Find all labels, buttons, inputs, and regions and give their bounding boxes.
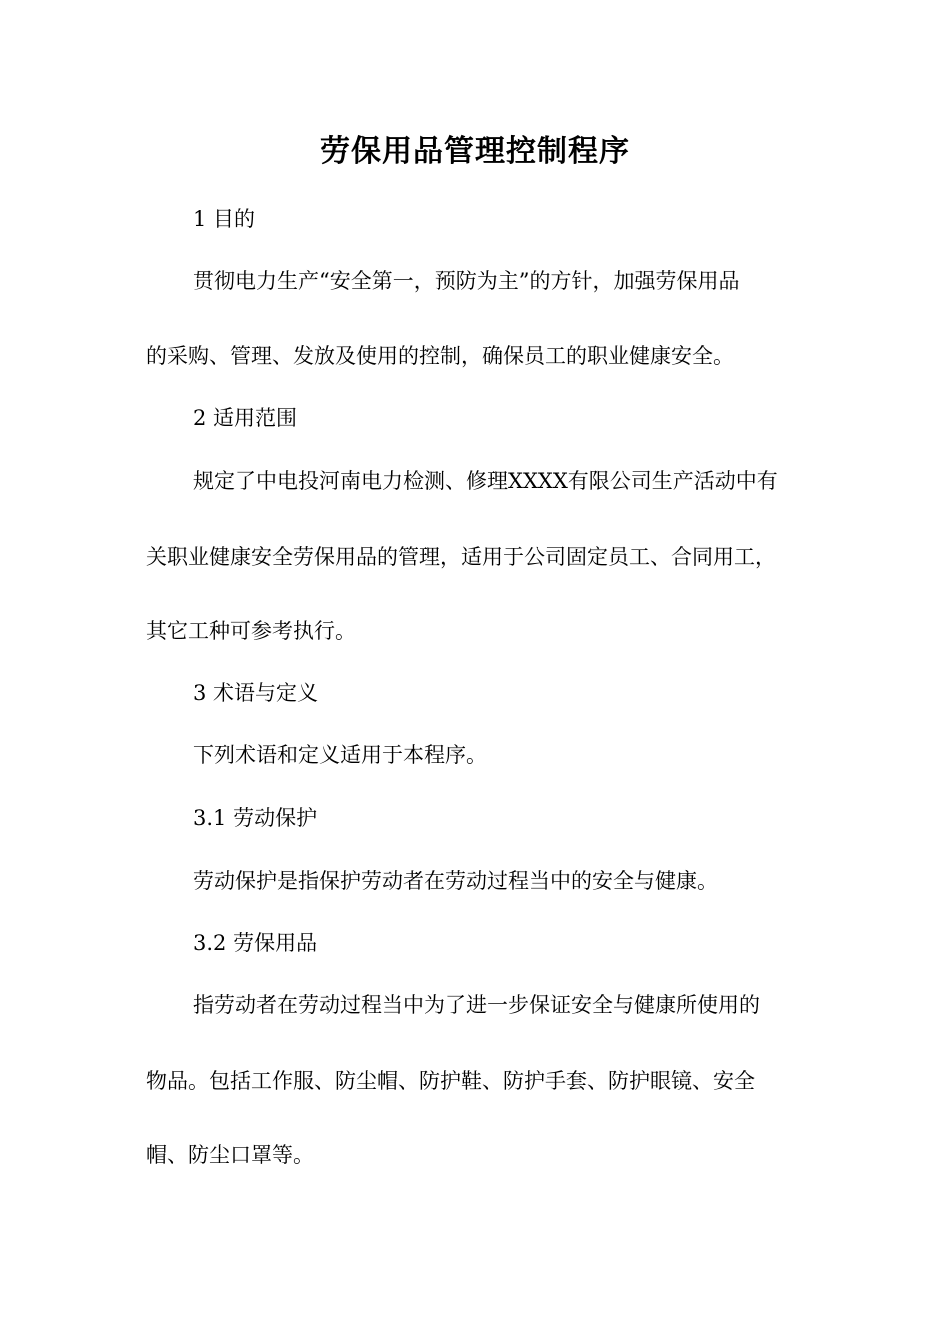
section-heading-scope: 2 适用范围 bbox=[193, 406, 298, 430]
paragraph-line: 帽、防尘口罩等。 bbox=[146, 1143, 314, 1167]
paragraph-line: 关职业健康安全劳保用品的管理，适用于公司固定员工、合同用工， bbox=[146, 545, 776, 569]
paragraph-line: 其它工种可参考执行。 bbox=[146, 619, 356, 643]
section-heading-purpose: 1 目的 bbox=[193, 207, 256, 231]
paragraph-line: 下列术语和定义适用于本程序。 bbox=[193, 743, 487, 767]
subsection-heading-protective-equipment: 3.2 劳保用品 bbox=[193, 931, 318, 955]
paragraph-line: 劳动保护是指保护劳动者在劳动过程当中的安全与健康。 bbox=[193, 869, 718, 893]
paragraph-line: 物品。包括工作服、防尘帽、防护鞋、防护手套、防护眼镜、安全 bbox=[146, 1069, 755, 1093]
subsection-heading-labor-protection: 3.1 劳动保护 bbox=[193, 806, 318, 830]
document-title: 劳保用品管理控制程序 bbox=[320, 134, 630, 169]
paragraph-line: 的采购、管理、发放及使用的控制，确保员工的职业健康安全。 bbox=[146, 344, 734, 368]
paragraph-line: 规定了中电投河南电力检测、修理XXXX有限公司生产活动中有 bbox=[193, 469, 778, 493]
paragraph-line: 贯彻电力生产“安全第一，预防为主”的方针，加强劳保用品 bbox=[193, 269, 740, 293]
paragraph-line: 指劳动者在劳动过程当中为了进一步保证安全与健康所使用的 bbox=[193, 993, 760, 1017]
section-heading-terms: 3 术语与定义 bbox=[193, 681, 319, 705]
